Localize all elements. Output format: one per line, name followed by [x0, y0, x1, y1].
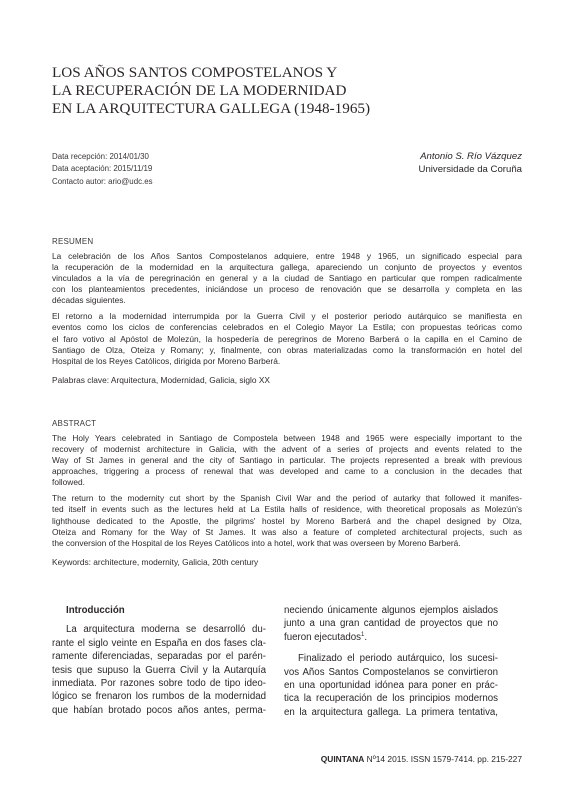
section-heading: Introducción — [66, 605, 125, 616]
text-line: The return to the modernity cut short by the Spanish Civil War and the period of autarky that followed it manifes- — [52, 493, 522, 504]
text-line: la recuperación de la modernidad en la arquitectura gallega, apareciendo un conjunto de proyectos y eventos — [52, 262, 522, 273]
citation-info: Nº14 2015. ISSN 1579-7414. pp. 215-227 — [366, 754, 522, 764]
received-date: Data recepción: 2014/01/30 — [52, 152, 149, 161]
text-line: The Holy Years celebrated in Santiago de Compostela between 1948 and 1965 were especially important to the — [52, 433, 522, 444]
body-paragraph — [284, 604, 498, 644]
text-line: La celebración de los Años Santos Compostelanos adquiere, entre 1948 y 1965, un significado especial para — [52, 251, 522, 262]
text-line: tica la recuperación de los principios modernos — [284, 693, 498, 705]
text-line: lighthouse dedicated to the Apostle, the pilgrims' hostel by Moreno Barberá and the chapel designed by Olza, — [52, 515, 522, 526]
text-line: ramente diferenciadas, separadas por el parén- — [52, 651, 266, 663]
text-line: vinculados a la vía de peregrinación en general y a la ciudad de Santiago en particular que rompen radicalmente — [52, 273, 522, 284]
text-line: Finalizado el periodo autárquico, los sucesi- — [298, 653, 498, 665]
journal-name: QUINTANA — [320, 754, 365, 764]
text-line — [284, 631, 498, 644]
text-line: Hospital de los Reyes Católicos, dirigida por Moreno Barberá. — [52, 355, 281, 366]
keywords: Keywords: architecture, modernity, Galicia, 20th century — [52, 556, 259, 567]
text-line: rante el siglo veinte en España en dos fases cla- — [52, 637, 266, 649]
resumen-heading: RESUMEN — [52, 237, 94, 246]
text-line: junto a una gran cantidad de proyectos que no — [284, 618, 498, 630]
text-line: Oteiza and Romany for the Way of St James. It was also a feature of completed architectural projects, such as — [52, 526, 522, 537]
body-column-right — [284, 604, 498, 727]
article-title — [52, 64, 512, 118]
abstract-paragraph — [52, 493, 522, 548]
text-fragment: fueron ejecutados — [284, 631, 362, 643]
text-line: neciendo únicamente algunos ejemplos aislados — [284, 605, 498, 616]
text-line: followed. — [52, 477, 85, 488]
text-line: El retorno a la modernidad interrumpida por la Guerra Civil y el posterior periodo autárquico se manifiesta en — [52, 311, 522, 322]
body-column-left — [52, 604, 266, 717]
text-line: approaches, triggering a process of renewal that was developed and came to a conclusion in the decades that — [52, 466, 522, 477]
abstract-paragraph — [52, 433, 522, 488]
text-line: the conversion of the Hospital de los Reyes Católicos into a hotel, work that was overseen by Moreno Barberá. — [52, 537, 461, 548]
title-line: EN LA ARQUITECTURA GALLEGA (1948-1965) — [52, 100, 371, 117]
text-line: Way of St James in general and the city of Santiago in particular. The projects represented a break with previous — [52, 455, 522, 466]
text-line: recovery of modernist architecture in Galicia, with the advent of a series of projects and events related to the — [52, 444, 522, 455]
author-name: Antonio S. Río Vázquez — [420, 151, 522, 162]
text-line: con los planteamientos precedentes, iniciándose un proceso de renovación que se desarrolla y completa en las — [52, 284, 522, 295]
text-line: en una oportunidad idónea para poner en prác- — [284, 680, 498, 692]
text-line: el faro votivo al Apóstol de Molezún, la hospedería de peregrinos de Moreno Barberá o la capilla en el Camino de — [52, 333, 522, 344]
text-line: décadas siguientes. — [52, 295, 126, 306]
page-footer — [321, 754, 522, 764]
text-line: lógico se frenaron los rumbos de la modernidad — [52, 691, 266, 703]
author-affiliation: Universidade da Coruña — [418, 164, 522, 175]
author-contact: Contacto autor: ario@udc.es — [52, 176, 153, 186]
text-line: La arquitectura moderna se desarrolló du- — [66, 624, 266, 636]
footnote-marker[interactable]: 1 — [361, 631, 365, 638]
text-line: Santiago de Olza, Oteiza y Romany; y, finalmente, con obras materializadas como la transformación en hotel del — [52, 344, 522, 355]
title-line: LA RECUPERACIÓN DE LA MODERNIDAD — [52, 82, 347, 99]
abstract-section — [52, 418, 522, 568]
text-fragment: . — [364, 631, 368, 643]
abstract-heading: ABSTRACT — [52, 419, 97, 428]
submission-dates — [52, 151, 153, 188]
text-line: inmediata. Por razones sobre todo de tipo ideo- — [52, 678, 266, 690]
text-line: en la arquitectura gallega. La primera tentativa, — [284, 706, 498, 718]
text-line: eventos como los ciclos de conferencias celebrados en el Colegio Mayor La Estila; con propuestas teóricas como — [52, 322, 522, 333]
text-line: que habían brotado pocos años antes, perma- — [52, 704, 266, 716]
palabras-clave: Palabras clave: Arquitectura, Modernidad, Galicia, siglo XX — [52, 374, 270, 385]
resumen-section — [52, 236, 522, 386]
title-line: LOS AÑOS SANTOS COMPOSTELANOS Y — [52, 64, 338, 81]
accepted-date: Data aceptación: 2015/11/19 — [52, 164, 153, 174]
resumen-paragraph — [52, 251, 522, 306]
text-line: tesis que supuso la Guerra Civil y la Autarquía — [52, 664, 266, 676]
body-paragraph — [284, 652, 498, 719]
text-line: ted itself in events such as the lectures held at La Estila halls of residence, with theoretical proposals as Molezún's — [52, 504, 522, 515]
author-block — [419, 150, 522, 176]
resumen-paragraph — [52, 311, 522, 366]
text-line: vos Años Santos Compostelanos se convirtieron — [284, 666, 498, 678]
